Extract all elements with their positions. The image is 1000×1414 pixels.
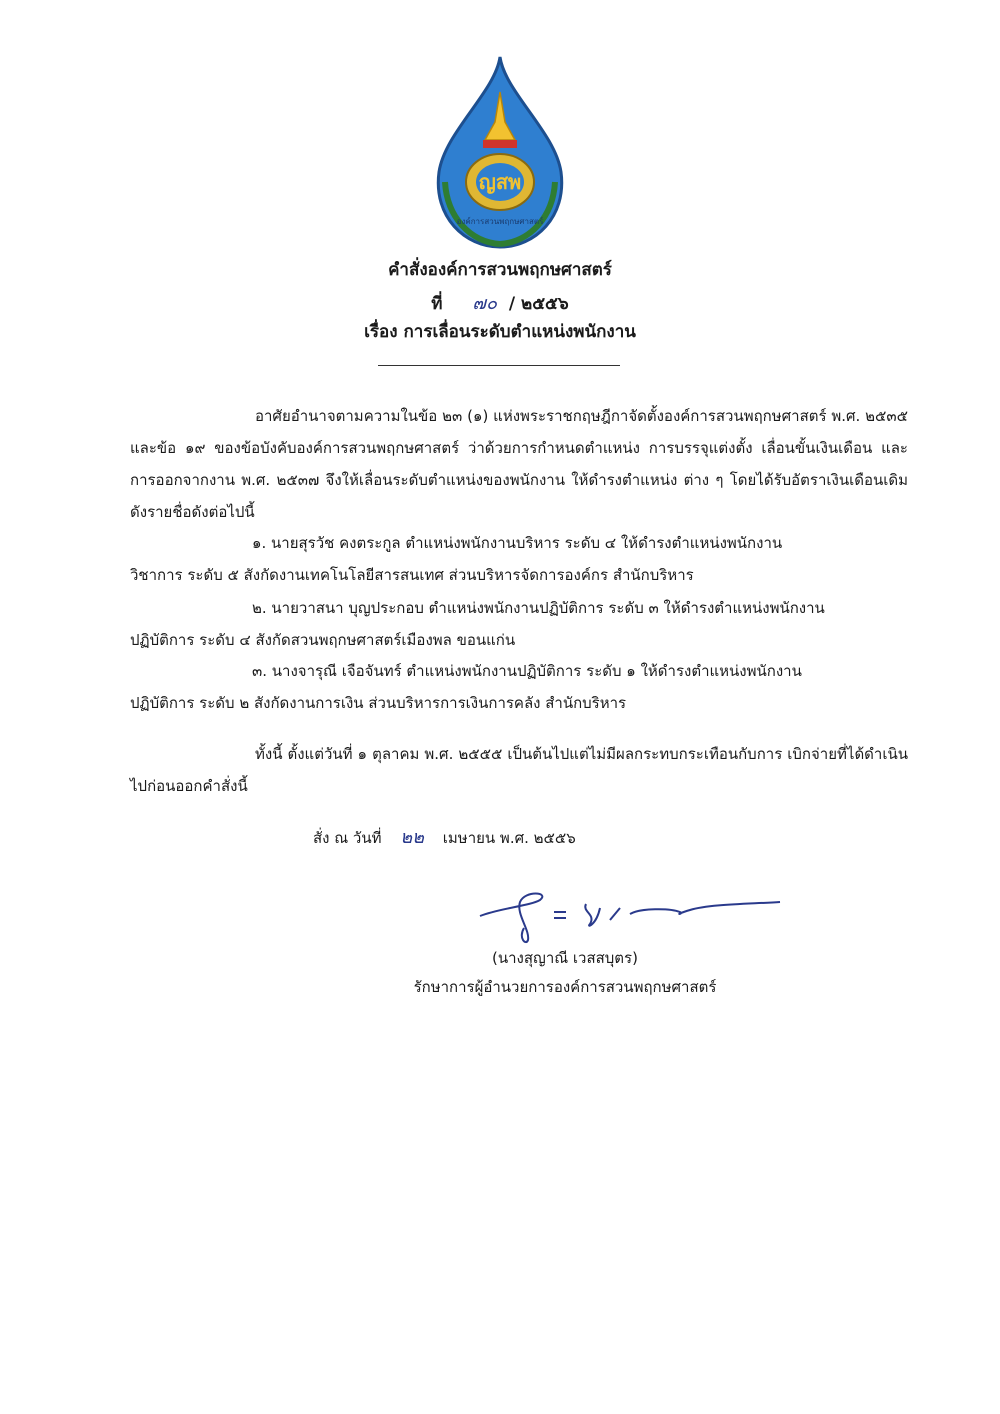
order-number-line <box>0 288 1000 317</box>
list-item-line: วิชาการ ระดับ ๕ สังกัดงานเทคโนโลยีสารสนเทศ ส่วนบริหารจัดการองค์กร สำนักบริหาร <box>130 566 694 584</box>
svg-text:ญสพ: ญสพ <box>478 170 522 194</box>
intro-paragraph: อาศัยอำนาจตามความในข้อ ๒๓ (๑) แห่งพระราชกฤษฎีกาจัดตั้งองค์การสวนพฤกษศาสตร์ พ.ศ. ๒๕๓๕ และข้อ ๑๙ ของข้อบังคับองค์การสวนพฤกษศาสตร์ ว่าด้วยการกำหนดตำแหน่ง การบรรจุแต่งตั้ง เลื่อนขั้นเงินเดือน และการออกจากงาน พ.ศ. ๒๕๓๗ จึงให้เลื่อนระดับตำแหน่งของพนักงาน ให้ดำรงตำแหน่ง ต่าง ๆ โดยได้รับอัตราเงินเดือนเดิม ดังรายชื่อดังต่อไปนี้ <box>130 407 908 521</box>
list-item <box>130 592 908 656</box>
order-date-prefix: สั่ง ณ วันที่ <box>313 829 382 847</box>
signer-name: (นางสุญาณี เวสสบุตร) <box>492 949 638 967</box>
order-date-day: ๒๒ <box>400 827 425 848</box>
order-subject: เรื่อง การเลื่อนระดับตำแหน่งพนักงาน <box>364 322 636 342</box>
order-number: ๗๐ <box>472 293 497 314</box>
header-divider <box>378 365 620 366</box>
order-title: คำสั่งองค์การสวนพฤกษศาสตร์ <box>388 260 612 280</box>
order-year: / ๒๕๕๖ <box>508 294 569 314</box>
list-item-line: ปฏิบัติการ ระดับ ๒ สังกัดงานการเงิน ส่วนบริหารการเงินการคลัง สำนักบริหาร <box>130 694 627 712</box>
order-date-rest: เมษายน พ.ศ. ๒๕๕๖ <box>442 829 576 847</box>
signer-title: รักษาการผู้อำนวยการองค์การสวนพฤกษศาสตร์ <box>413 978 717 996</box>
list-item-line: ๓. นางจารุณี เจือจันทร์ ตำแหน่งพนักงานปฏิบัติการ ระดับ ๑ ให้ดำรงตำแหน่งพนักงาน <box>252 662 802 680</box>
number-prefix: ที่ <box>431 294 443 314</box>
order-date-line <box>313 822 576 851</box>
list-item <box>130 527 908 591</box>
svg-text:องค์การสวนพฤกษศาสตร์: องค์การสวนพฤกษศาสตร์ <box>456 217 544 226</box>
list-item-line: ปฏิบัติการ ระดับ ๔ สังกัดสวนพฤกษศาสตร์เมืองพล ขอนแก่น <box>130 631 516 649</box>
list-item <box>130 655 908 719</box>
organization-logo <box>425 52 575 252</box>
handwritten-signature <box>470 878 790 948</box>
effective-paragraph: ทั้งนี้ ตั้งแต่วันที่ ๑ ตุลาคม พ.ศ. ๒๕๕๕ เป็นต้นไปแต่ไม่มีผลกระทบกระเทือนกับการ เบิกจ่ายที่ได้ดำเนินไปก่อนออกคำสั่งนี้ <box>130 745 908 795</box>
list-item-line: ๑. นายสุรวัช คงตระกูล ตำแหน่งพนักงานบริหาร ระดับ ๔ ให้ดำรงตำแหน่งพนักงาน <box>252 534 783 552</box>
list-item-line: ๒. นายวาสนา บุญประกอบ ตำแหน่งพนักงานปฏิบัติการ ระดับ ๓ ให้ดำรงตำแหน่งพนักงาน <box>252 599 825 617</box>
